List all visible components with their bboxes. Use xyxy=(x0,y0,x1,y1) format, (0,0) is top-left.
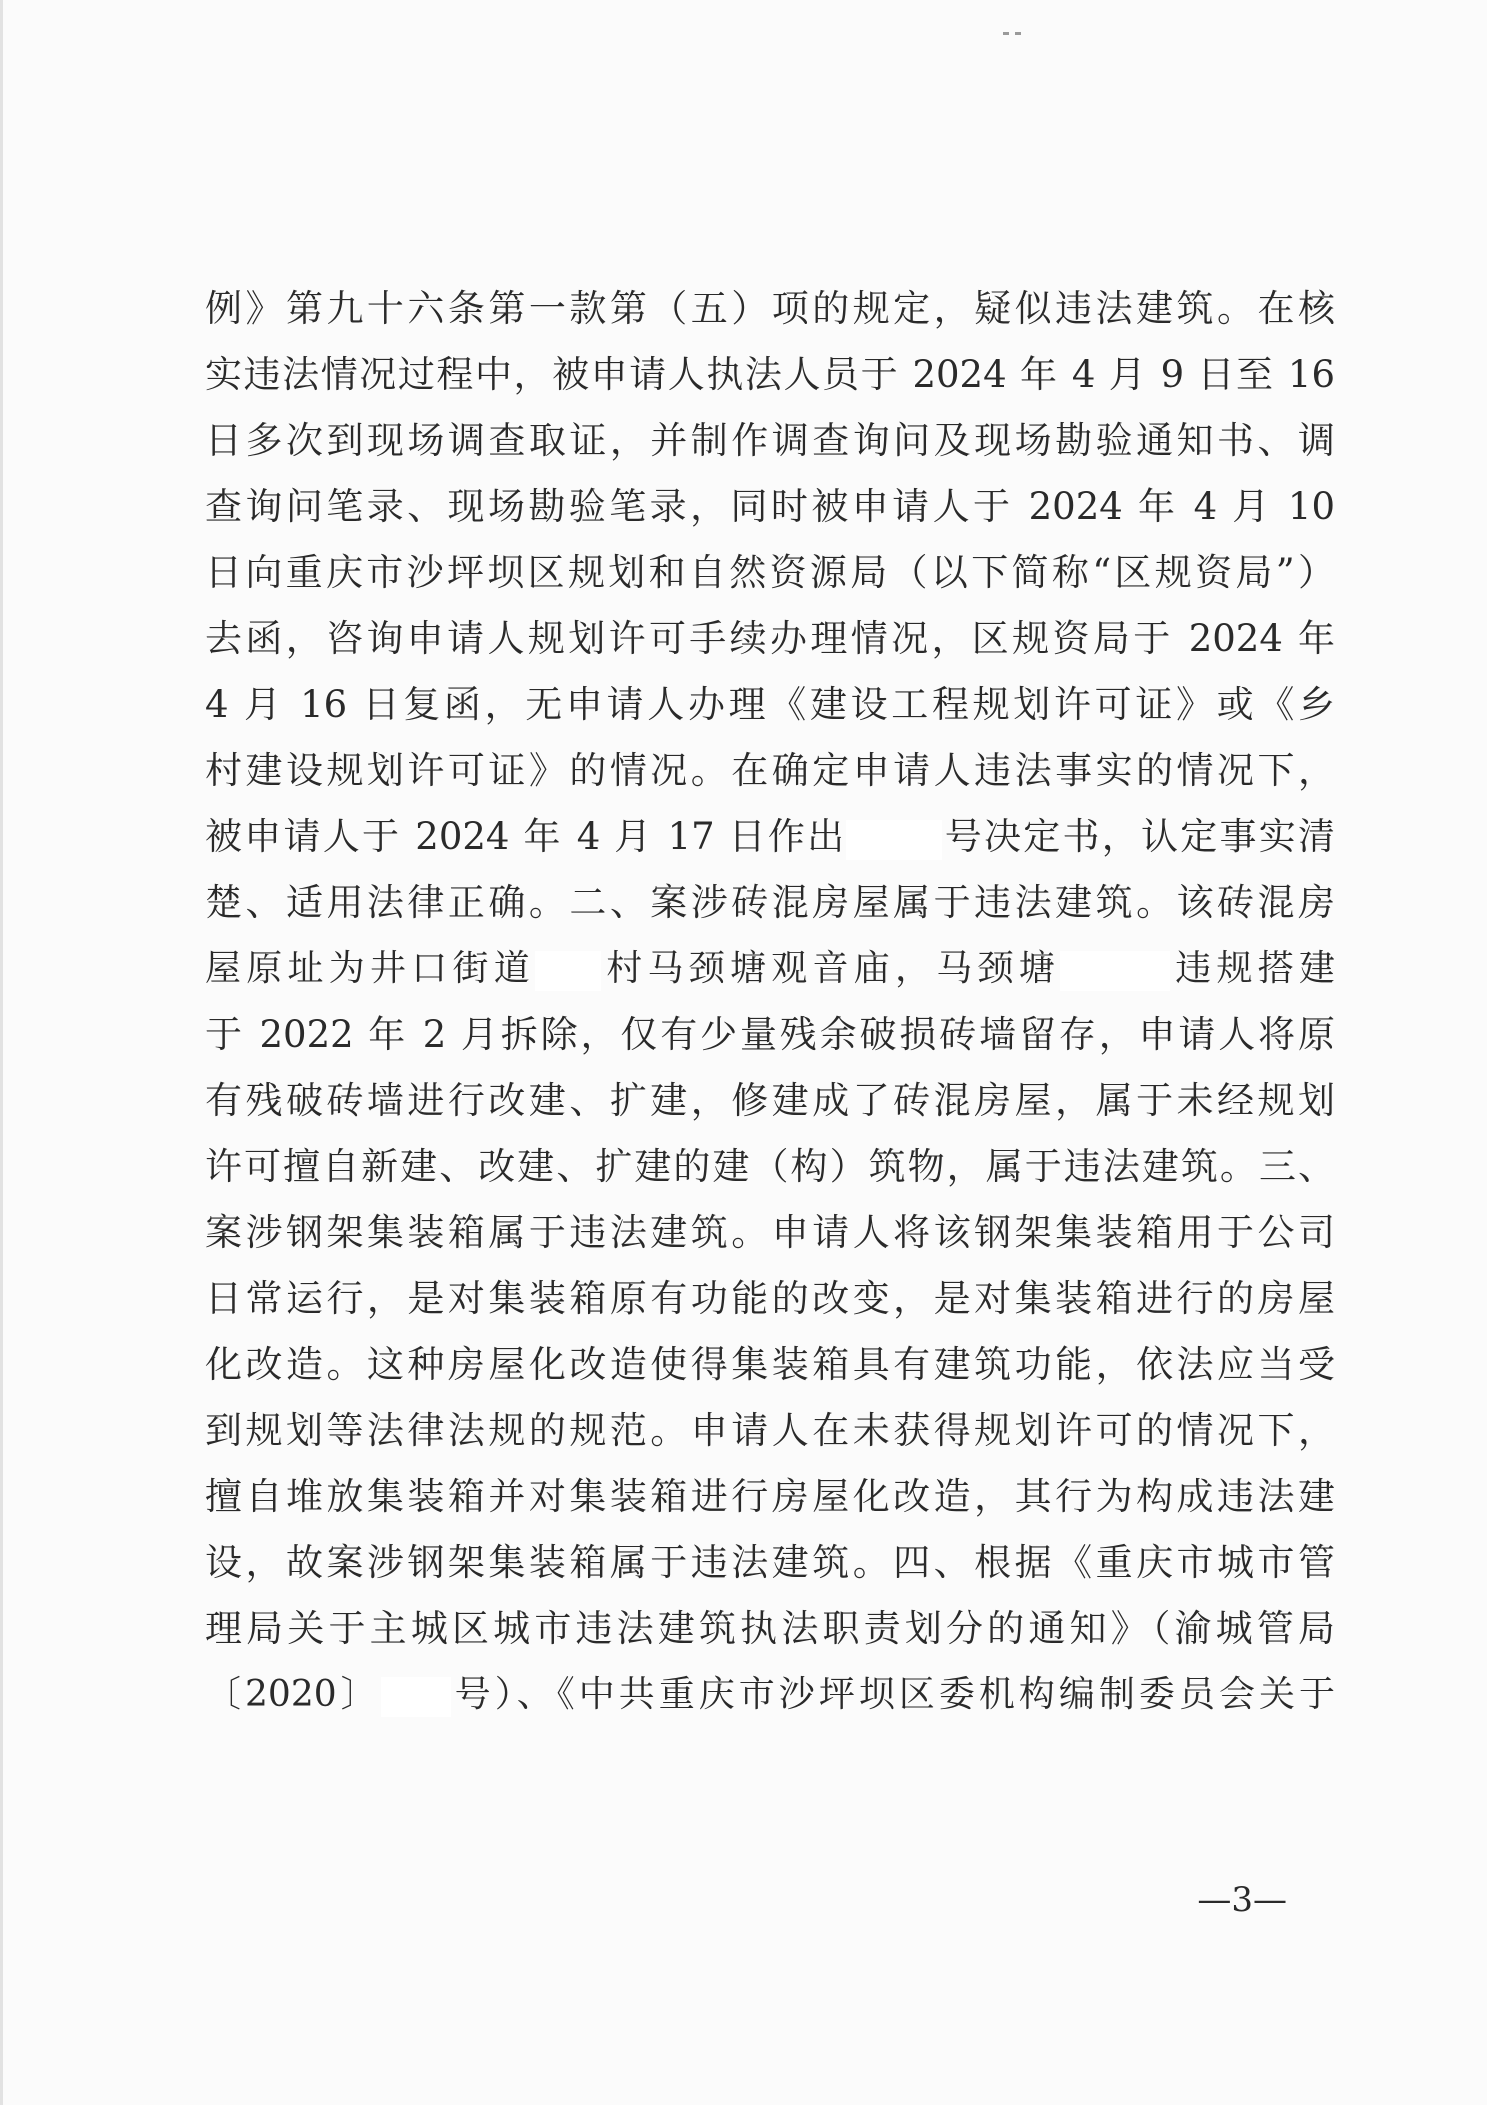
redaction-box xyxy=(381,1677,451,1717)
text-line xyxy=(205,804,1335,870)
text-segment: 〔2020〕 xyxy=(205,1674,381,1715)
text-line xyxy=(205,1662,1335,1728)
text-line: 到规划等法律法规的规范。申请人在未获得规划许可的情况下， xyxy=(205,1409,1335,1452)
body-text xyxy=(205,276,1335,1728)
text-line: 实违法情况过程中，被申请人执法人员于 2024 年 4 月 9 日至 16 xyxy=(205,353,1335,396)
text-line: 日向重庆市沙坪坝区规划和自然资源局（以下简称“区规资局”） xyxy=(205,551,1335,594)
text-line: 案涉钢架集装箱属于违法建筑。申请人将该钢架集装箱用于公司 xyxy=(205,1211,1335,1254)
text-line: 去函，咨询申请人规划许可手续办理情况，区规资局于 2024 年 xyxy=(205,617,1335,660)
page-number: —3— xyxy=(1197,1880,1287,1920)
redaction-box xyxy=(535,951,601,991)
text-line: 于 2022 年 2 月拆除，仅有少量残余破损砖墙留存，申请人将原 xyxy=(205,1013,1335,1056)
scan-edge xyxy=(0,0,3,2105)
text-line: 村建设规划许可证》的情况。在确定申请人违法事实的情况下， xyxy=(205,749,1335,792)
text-line: 理局关于主城区城市违法建筑执法职责划分的通知》（渝城管局 xyxy=(205,1607,1335,1650)
text-line: 化改造。这种房屋化改造使得集装箱具有建筑功能，依法应当受 xyxy=(205,1343,1335,1386)
redaction-box xyxy=(846,820,942,860)
text-segment: 被申请人于 2024 年 4 月 17 日作出 xyxy=(205,815,847,858)
text-line: 查询问笔录、现场勘验笔录，同时被申请人于 2024 年 4 月 10 xyxy=(205,485,1335,528)
text-line: 4 月 16 日复函，无申请人办理《建设工程规划许可证》或《乡 xyxy=(205,683,1335,726)
text-line: 有残破砖墙进行改建、扩建，修建成了砖混房屋，属于未经规划 xyxy=(205,1079,1335,1122)
text-line: 擅自堆放集装箱并对集装箱进行房屋化改造，其行为构成违法建 xyxy=(205,1475,1335,1518)
text-segment: 号）、《中共重庆市沙坪坝区委机构编制委员会关于 xyxy=(450,1674,1335,1715)
redaction-box xyxy=(1060,951,1170,991)
text-line: 日多次到现场调查取证，并制作调查询问及现场勘验通知书、调 xyxy=(205,419,1335,462)
text-segment: 屋原址为井口街道 xyxy=(205,948,535,989)
text-line: 楚、适用法律正确。二、案涉砖混房屋属于违法建筑。该砖混房 xyxy=(205,881,1335,924)
text-line: 日常运行，是对集装箱原有功能的改变，是对集装箱进行的房屋 xyxy=(205,1277,1335,1320)
text-line: 例》第九十六条第一款第（五）项的规定，疑似违法建筑。在核 xyxy=(205,287,1335,330)
text-line: 许可擅自新建、改建、扩建的建（构）筑物，属于违法建筑。三、 xyxy=(205,1145,1335,1188)
text-line: 设，故案涉钢架集装箱属于违法建筑。四、根据《重庆市城市管 xyxy=(205,1541,1335,1584)
text-segment: 村马颈塘观音庙，马颈塘 xyxy=(601,948,1060,989)
scan-mark xyxy=(1003,22,1029,26)
text-segment: 违规搭建 xyxy=(1169,948,1335,989)
text-segment: 号决定书，认定事实清 xyxy=(942,815,1335,858)
text-line xyxy=(205,936,1335,1002)
